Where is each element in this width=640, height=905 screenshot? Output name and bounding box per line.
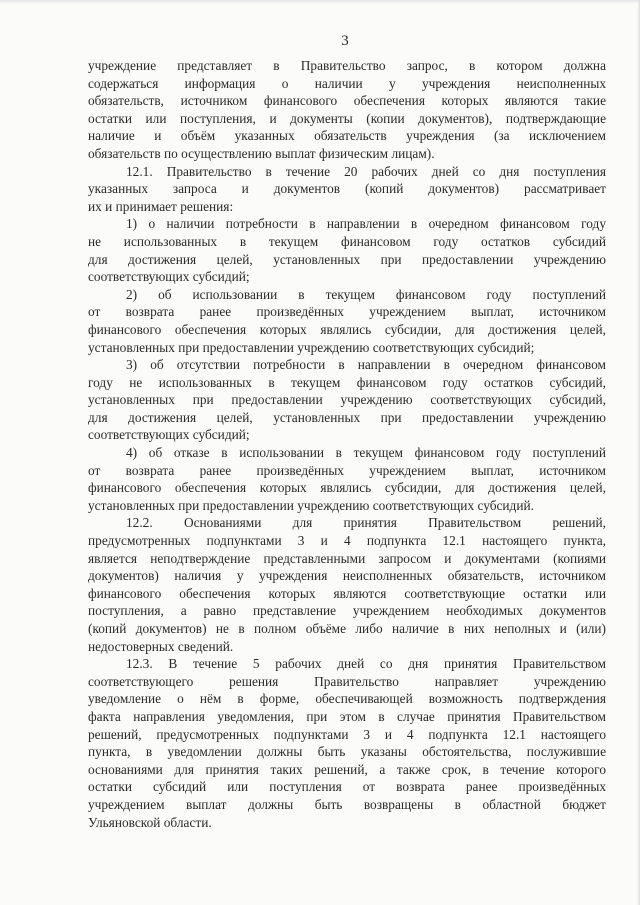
text-line: для достижения целей, установленных при предоставлении учреждению <box>88 251 606 267</box>
text-line: Ульяновской области. <box>88 814 212 830</box>
text-line: соответствующих субсидий; <box>88 427 250 443</box>
text-line: поступления, а равно представление учреждением необходимых документов <box>88 603 606 619</box>
text-line: 3) об отсутствии потребности в направлении в очередном финансовом <box>126 357 606 373</box>
scan-edge-top <box>0 0 640 4</box>
text-line: установленных при предоставлении учреждению соответствующих субсидий; <box>88 339 535 355</box>
text-line: предусмотренных подпунктами 3 и 4 подпункта 12.1 настоящего пункта, <box>88 533 606 549</box>
text-line: является неподтверждение представленными запросом и документами (копиями <box>88 550 606 566</box>
text-line: учреждением выплат должны быть возвращены в областной бюджет <box>88 796 606 812</box>
text-line: от возврата ранее произведённых учреждением выплат, источником <box>88 304 606 320</box>
text-line: пункта, в уведомлении должны быть указаны обстоятельства, послужившие <box>88 744 606 760</box>
paragraph-p1 <box>88 163 606 216</box>
text-line: 12.3. В течение 5 рабочих дней со дня принятия Правительством <box>126 656 606 672</box>
paragraph-p2 <box>88 215 606 285</box>
text-line: от возврата ранее произведённых учреждением выплат, источником <box>88 462 606 478</box>
text-line: основаниями для принятия таких решений, а также срок, в течение которого <box>88 761 606 777</box>
text-line: наличие и объём указанных обязательств учреждения (за исключением <box>88 128 606 144</box>
text-line: содержаться информация о наличии у учреждения неисполненных <box>88 75 606 91</box>
text-line: остатки или поступления, и документы (копии документов), подтверждающие <box>88 110 606 126</box>
text-line: 12.2. Основаниями для принятия Правительством решений, <box>126 515 606 531</box>
text-line: году не использованных в текущем финансовом году остатков субсидий, <box>88 374 606 390</box>
text-line: недостоверных сведений. <box>88 638 234 654</box>
text-line: факта направления уведомления, при этом в случае принятия Правительством <box>88 708 606 724</box>
text-line: финансового обеспечения которых являются соответствующие остатки или <box>88 585 606 601</box>
text-line: 12.1. Правительство в течение 20 рабочих дней со дня поступления <box>126 163 606 179</box>
text-line: 1) о наличии потребности в направлении в очередном финансовом году <box>126 216 606 232</box>
text-line: остатки субсидий или поступления от возврата ранее произведённых <box>88 779 606 795</box>
text-line: 2) об использовании в текущем финансовом году поступлений <box>126 286 606 302</box>
text-line: учреждение представляет в Правительство запрос, в котором должна <box>88 58 606 73</box>
paragraph-p4 <box>88 356 606 444</box>
page-number: 3 <box>341 33 349 49</box>
document-body <box>88 57 606 831</box>
paragraph-p6 <box>88 514 606 655</box>
text-line: уведомление о нём в форме, обеспечивающей возможность подтверждения <box>88 691 606 707</box>
text-line: финансового обеспечения которых являлись субсидии, для достижения целей, <box>88 321 606 337</box>
text-line: решений, предусмотренных подпунктами 3 и 4 подпункта 12.1 настоящего <box>88 726 606 742</box>
text-line: установленных при предоставлении учреждению соответствующих субсидий, <box>88 392 606 408</box>
text-line: документов) наличия у учреждения неисполненных обязательств, источником <box>88 568 606 584</box>
text-line: (копий документов) не в полном объёме либо наличие в них неполных и (или) <box>88 621 606 636</box>
text-line: не использованных в текущем финансовом году остатков субсидий <box>88 233 606 249</box>
text-line: для достижения целей, установленных при предоставлении учреждению <box>88 409 606 425</box>
text-line: соответствующих субсидий; <box>88 269 250 285</box>
paragraph-p7 <box>88 655 606 831</box>
text-line: обязательств, источником финансового обеспечения которых являются такие <box>88 93 606 109</box>
text-line: 4) об отказе в использовании в текущем финансовом году поступлений <box>126 445 606 461</box>
text-line: их и принимает решения: <box>88 198 234 214</box>
text-line: обязательств по осуществлению выплат физическим лицам). <box>88 145 435 161</box>
paragraph-p5 <box>88 444 606 514</box>
text-line: установленных при предоставлении учреждению соответствующих субсидий. <box>88 497 534 513</box>
paragraph-p0 <box>88 57 606 163</box>
text-line: соответствующего решения Правительство направляет учреждению <box>88 673 606 689</box>
paragraph-p3 <box>88 286 606 356</box>
text-line: указанных запроса и документов (копий документов) рассматривает <box>88 181 606 197</box>
text-line: финансового обеспечения которых являлись субсидии, для достижения целей, <box>88 480 606 496</box>
